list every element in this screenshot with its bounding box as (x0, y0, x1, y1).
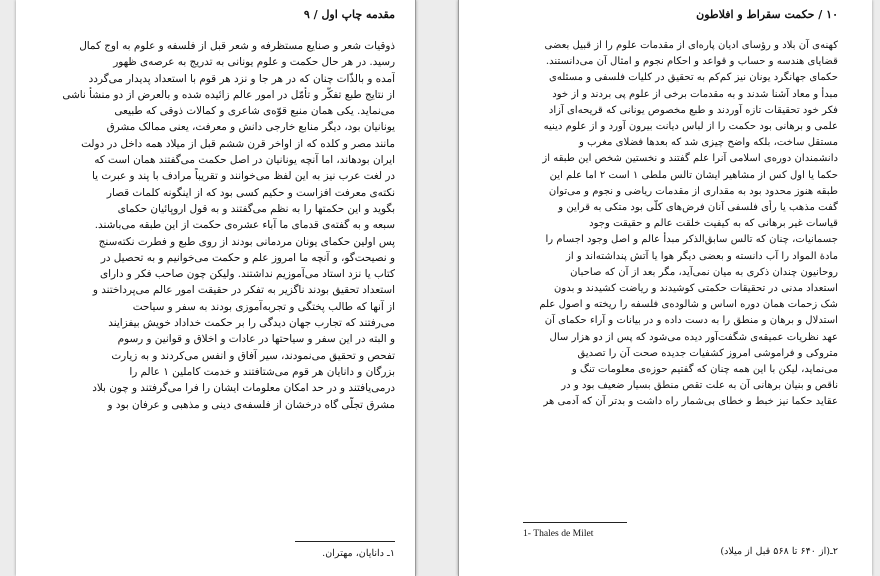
text-line: متروکی و فراموشی امروز کشفیات جدیده صحت آن را تصدیق (577, 347, 838, 359)
text-line: علمی و برهانی بود حکمت را از لباس دیانت بیرون آورد و از علوم دینیه (543, 121, 838, 133)
text-line: گفت مذهب یا رأی فلسفی آنان فرض‌های کلّی بود متکی به قراین و (558, 202, 838, 214)
text-line: استعداد تحقیق بودند ناگزیر به تفکر در حقیقت امور عالم می‌پرداختند و (92, 284, 395, 297)
text-line: می‌نماید، لیکن با این همه چنان که گفتیم حوزه‌ی معلومات تنگ و (571, 364, 838, 376)
text-line: عهد نظریات عمیقه‌ی شگفت‌آور دیده می‌شود که پس از دو هزار سال (549, 331, 838, 343)
text-line: آمده و بالذّات چنان که در هر جا و نزد هر قوم با استعداد پدیدار می‌گردد (88, 72, 395, 85)
text-line: رسید. در هر حال حکمت و علوم یونانی به تدریج به عرصه‌ی ظهور (113, 56, 395, 69)
body-text (53, 38, 395, 413)
text-line: ایران بودهاند، اما آنچه یونانیان در اصل حکمت می‌گفتند همان است که (94, 154, 395, 167)
footnote: ۲ـ(از ۶۴۰ تا ۵۶۸ قبل از میلاد) (720, 546, 838, 557)
text-line: می‌رفتند که تجارب جهان دیدگی را بر حکمت خداداد خویش بیفزایند (108, 317, 395, 330)
text-line: تفحص و تحقیق می‌نمودند، سیر آفاق و انفس می‌کردند و به زیارت (111, 349, 395, 362)
text-line: در لغت عرب نیز به این لفظ می‌خوانند و تقریباً مرادف با پند و عبرت یا (91, 170, 395, 183)
text-line: بزرگان و دانایان هر قوم می‌شتافتند و خدمت کاملین ۱ عالم را (129, 365, 395, 378)
text-line: و نصیحت‌گو، و آنچه ما امروز علم و حکمت می‌خوانیم و به تحصیل در (100, 251, 395, 264)
text-line: قضایای هندسه و حساب و قواعد و احکام نجوم و امثال آن می‌دانستند. (545, 56, 838, 68)
footnote-divider (295, 541, 395, 542)
text-line: پس اولین حکمای یونان مردمانی بودند از روی طبع و فطرت نکته‌سنج (98, 235, 395, 248)
body-text (494, 38, 838, 411)
text-line: طبقه هنوز محدود بود به مقداری از مقدمات ریاضی و نجوم و می‌توان (548, 185, 838, 197)
text-line: مادة المواد را آب دانسته و بعضی دیگر هوا یا آتش پنداشته‌اند و از (566, 250, 838, 262)
text-line: جسمانیات، چنان که تالس سابق‌الذکر مبدأ عالم و اصل وجود اجسام را (545, 234, 838, 246)
text-line: مشرق تجلّی گاه درخشان از فلسفه‌ی دینی و مذهبی و عرفان بود و (107, 398, 395, 411)
text-line: کهنه‌ی آن بلاد و رؤسای ادیان پاره‌ای از مقدمات علوم را از قبیل بعضی (544, 40, 838, 51)
text-line: حکما یا اول کس از مشاهیر ایشان تالس ملطی ۱ است ۲ اما علم این (549, 169, 838, 181)
text-line: از نتایج طبع تفکّر و تأمّل در امور عالم زائیده شده و بالعرض از دو منشأ ناشی (62, 88, 395, 101)
page-header: مقدمه چاپ اول / ۹ (303, 8, 395, 21)
text-line: دانشمندان دوره‌ی اسلامی آنرا علم گفتند و نخستین شخص این طبقه از (542, 153, 838, 165)
text-line: فکر خود تحقیقات تازه آوردند و طبع مخصوص یونانی که قریحه‌ای آزاد (548, 104, 838, 116)
text-line: می‌نماید. یکی همان منبع قوّه‌ی شاعری و کمالات ذوقی که طبیعی (114, 105, 395, 118)
text-line: حکمای جهانگرد یونان نیز کم‌کم به تحقیق در کلیات فلسفی و مسئله‌ی (548, 72, 838, 84)
text-line: مانند مصر و کلده که از اواخر قرن ششم قبل از میلاد همه داخل در دولت (81, 137, 395, 150)
text-line: کتاب یا نزد استاد می‌آموزیم نداشتند. ولیکن چون صاحب فکر و دارای (99, 268, 395, 281)
footnote: ۱ـ دانایان، مهتران. (322, 548, 395, 559)
text-line: استدلال و برهان و منطق را به دست داده و در بیانات و آراء حکمای آن (544, 315, 838, 327)
text-line: مبدأ و معاد آشنا شدند و به مقدمات برخی از علوم پی بردند و از خود (552, 88, 838, 100)
text-line: قیاسات غیر برهانی که به کیفیت خلقت عالم و حقیقت وجود (589, 218, 838, 230)
text-line: استعداد مدنی در تحقیقات حکمتی کوشیدند و ریاضت کشیدند و بدون (553, 283, 838, 295)
text-line: مستقل ساخت، بلکه واضح چیزی شد که بعدها فضلای مغرب و (579, 137, 838, 149)
text-line: نکته‌ی معرفت افزاست و حکیم کسی بود که از اینگونه کلمات قصار (106, 186, 395, 199)
text-line: سبعه و به گفته‌ی قدمای ما آباء عشره‌ی حکمت از این طبقه می‌باشند. (94, 219, 395, 232)
text-line: عقاید حکما نیز خبط و خطای بی‌شمار راه داشت و بدتر آن که آدمی هر (543, 396, 838, 408)
footnote-divider (523, 522, 627, 523)
text-line: از آنها که طالب پختگی و تجربه‌آموزی بودند به سفر و سیاحت (132, 300, 395, 313)
left-page (16, 0, 416, 576)
text-line: یونانیان بود، دیگر منابع خارجی دانش و معرفت، یعنی ممالک مشرق (106, 121, 395, 134)
text-line: ذوقیات شعر و صنایع مستظرفه و شعر قبل از فلسفه و علوم به اوج کمال (79, 40, 395, 52)
right-page (458, 0, 872, 576)
text-line: بگوید و این حکمتها را به نظم می‌گفتند و به قول اروپائیان حکمای (117, 202, 395, 215)
footnote-latin: 1- Thales de Milet (523, 528, 594, 539)
text-line: روحانیون چندان ذکری به میان نمی‌آید، مگر بعد از آن که صاحبان (570, 266, 838, 278)
text-line: شک زحمات همان دوره اساس و شالوده‌ی فلسفه را ریخته و اصول علم (539, 299, 838, 311)
text-line: درمی‌یافتند و در حد امکان معلومات ایشان را فرا می‌گرفتند و چون بلاد (92, 382, 395, 395)
text-line: و البته در این سفر و سیاحتها در عادات و اخلاق و قوانین و رسوم (117, 333, 395, 346)
text-line: ناقص و بنیان برهانی آن به علت تقص منطق بسیار ضعیف بود و در (561, 380, 838, 392)
page-header: ۱۰ / حکمت سقراط و افلاطون (696, 8, 838, 21)
